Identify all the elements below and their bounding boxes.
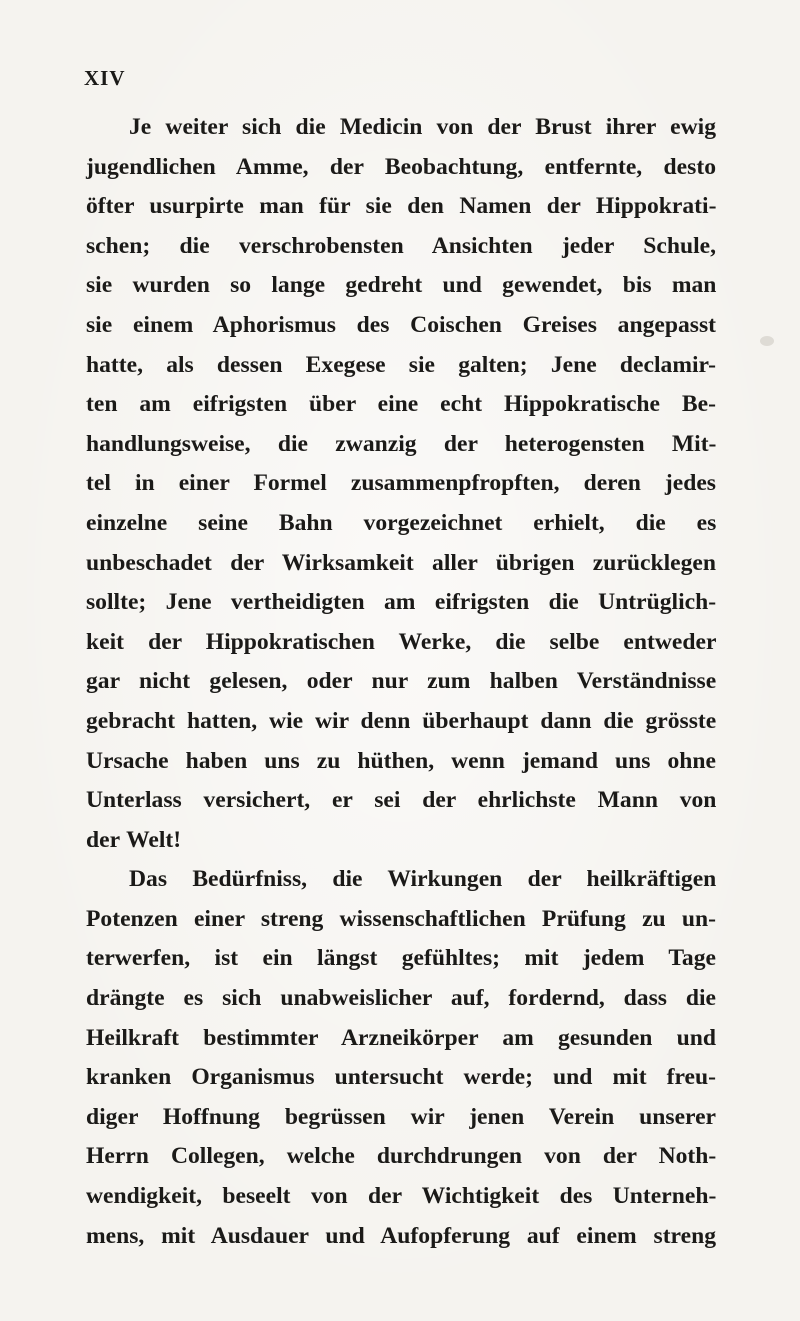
body-text — [86, 108, 716, 1256]
text-line: gar nicht gelesen, oder nur zum halben Verständnisse — [86, 668, 717, 695]
text-line: Je weiter sich die Medicin von der Brust ihrer ewig — [129, 114, 716, 140]
text-line: Heilkraft bestimmter Arzneikörper am gesunden und — [86, 1024, 716, 1051]
text-line: sollte; Jene vertheidigten am eifrigsten die Untrüglich- — [86, 589, 717, 616]
text-line: Ursache haben uns zu hüthen, wenn jemand uns ohne — [86, 747, 716, 774]
text-line: kranken Organismus untersucht werde; und mit freu- — [86, 1064, 716, 1091]
text-line: Unterlass versichert, er sei der ehrlichste Mann von — [86, 787, 717, 814]
text-line: wendigkeit, beseelt von der Wichtigkeit des Unterneh- — [86, 1183, 717, 1210]
text-line: Potenzen einer streng wissenschaftlichen Prüfung zu un- — [86, 905, 716, 932]
text-line: mens, mit Ausdauer und Aufopferung auf einem streng — [86, 1222, 716, 1249]
text-line: schen; die verschrobensten Ansichten jeder Schule, — [86, 232, 716, 259]
paper-speck — [760, 336, 774, 346]
text-line: sie wurden so lange gedreht und gewendet, bis man — [86, 272, 717, 299]
text-line: öfter usurpirte man für sie den Namen der Hippokrati- — [86, 193, 717, 220]
text-line: drängte es sich unabweislicher auf, fordernd, dass die — [86, 985, 716, 1012]
text-line: jugendlichen Amme, der Beobachtung, entfernte, desto — [86, 153, 716, 180]
text-line: terwerfen, ist ein längst gefühltes; mit jedem Tage — [86, 945, 716, 972]
text-line: diger Hoffnung begrüssen wir jenen Verein unserer — [86, 1103, 717, 1130]
text-line: hatte, als dessen Exegese sie galten; Jene declamir- — [86, 351, 716, 378]
text-line: sie einem Aphorismus des Coischen Greises angepasst — [86, 311, 716, 338]
paragraph-1 — [86, 108, 716, 860]
text-line: einzelne seine Bahn vorgezeichnet erhielt, die es — [86, 509, 717, 536]
text-line: unbeschadet der Wirksamkeit aller übrigen zurücklegen — [86, 549, 716, 576]
paragraph-2 — [86, 860, 716, 1256]
text-line: gebracht hatten, wie wir denn überhaupt dann die grösste — [86, 707, 717, 734]
text-line: Das Bedürfniss, die Wirkungen der heilkräftigen — [129, 866, 717, 893]
text-line: der Welt! — [86, 826, 182, 853]
text-line: Herrn Collegen, welche durchdrungen von der Noth- — [86, 1143, 717, 1170]
text-line: keit der Hippokratischen Werke, die selbe entweder — [86, 628, 717, 655]
page-number: XIV — [84, 66, 126, 90]
text-line: handlungsweise, die zwanzig der heterogensten Mit- — [86, 430, 717, 457]
text-line: ten am eifrigsten über eine echt Hippokratische Be- — [86, 391, 716, 418]
text-line: tel in einer Formel zusammenpfropften, deren jedes — [86, 470, 716, 497]
